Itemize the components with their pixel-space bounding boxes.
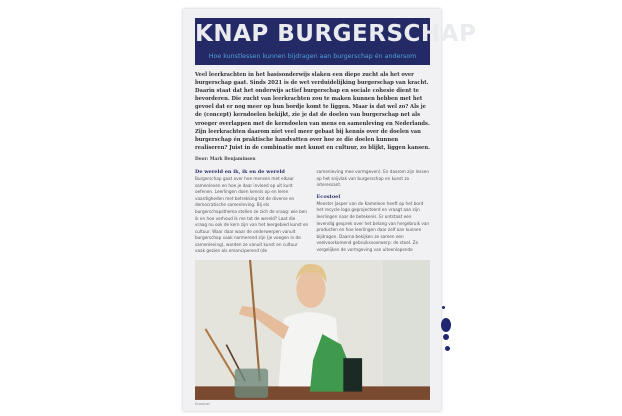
left-column [195, 169, 309, 255]
section-heading: De wereld en ik, ik en de wereld [195, 168, 285, 175]
photo-child-painting [195, 260, 430, 400]
right-column [317, 169, 431, 254]
article-columns [195, 169, 430, 255]
continued-text: samenleving mee vormgeven). En daarom zijn lessen op het snijvlak van burgerschap en kunst zo interessant. [316, 168, 430, 188]
article-title: KNAP BURGERSCHAP [195, 21, 477, 47]
intro-paragraph: Veel leerkrachten in het basisonderwijs slaken een diepe zucht als het over burgerschap gaat. Sinds 2021 is de wet verduidelijking burgerschap van kracht. Daarin staat dat het onderwijs actief burgerschap en sociale cohesie dient te bevorderen. Die zucht van leerkrachten zou te maken kunnen hebben met het gevoel dat er nog meer op hun bordje komt te liggen. Maar is dat wel zo? Als je de (concept) kerndoelen bekijkt, zie je dat de doelen van burgerschap net als vroeger overlappen met de kerndoelen van mens en samenleving en Nederlands. Zijn leerkrachten daarom niet veel meer gebaat bij kennis over de doelen van burgerschap én praktische handvatten over hoe ze die doelen kunnen realiseren? Juist in de combinatie met kunst en cultuur, zo blijkt, liggen kansen. [195, 72, 430, 151]
section-body: Meester Jasper van de Kameleon heeft op het bord het recycle logo geprojecteerd en vraagt aan zijn leerlingen naar de betekenis. Er ontstaat een levendig gesprek over het belang van hergebruik van producten en hoe leerlingen daar zelf aan kunnen bijdragen. Daarna bekijken ze samen een veelvoorkomend gebruiksvoorwerp: de stoel. Ze vergelijken de vormgeving van uiteenlopende [316, 200, 430, 252]
article-subtitle: Hoe kunstlessen kunnen bijdragen aan burgerschap én andersom [208, 53, 417, 60]
title-banner [195, 18, 477, 65]
magazine-page [183, 9, 477, 411]
section-heading: Ecostoel [316, 193, 341, 200]
section-body: Burgerschap gaat over hoe mensen met elkaar samenleven en hoe je daar invloed op uit kunt oefenen. Leerlingen doen kennis op en leren vaardigheden met betrekking tot de diverse en democratische samenleving. Bij els burgerschapsthema stellen ze zich de vraag: wie ben ik en hoe verhoud ik me tot de wereld? Laat die vraag nu ook de kern zijn van het leergebied kunst en cultuur. Waar daar waar de onderwerpen vanuit burgerschap vaak normerend zijn (je voegen in de samenleving), worden ze vanuit kunst en cultuur vaak gezien als emanciperend (de [195, 175, 309, 254]
photo-illustration [195, 260, 430, 400]
byline: Door: Mark Benjaminsen [195, 156, 256, 162]
photo-caption: Ecostoel [195, 402, 210, 406]
